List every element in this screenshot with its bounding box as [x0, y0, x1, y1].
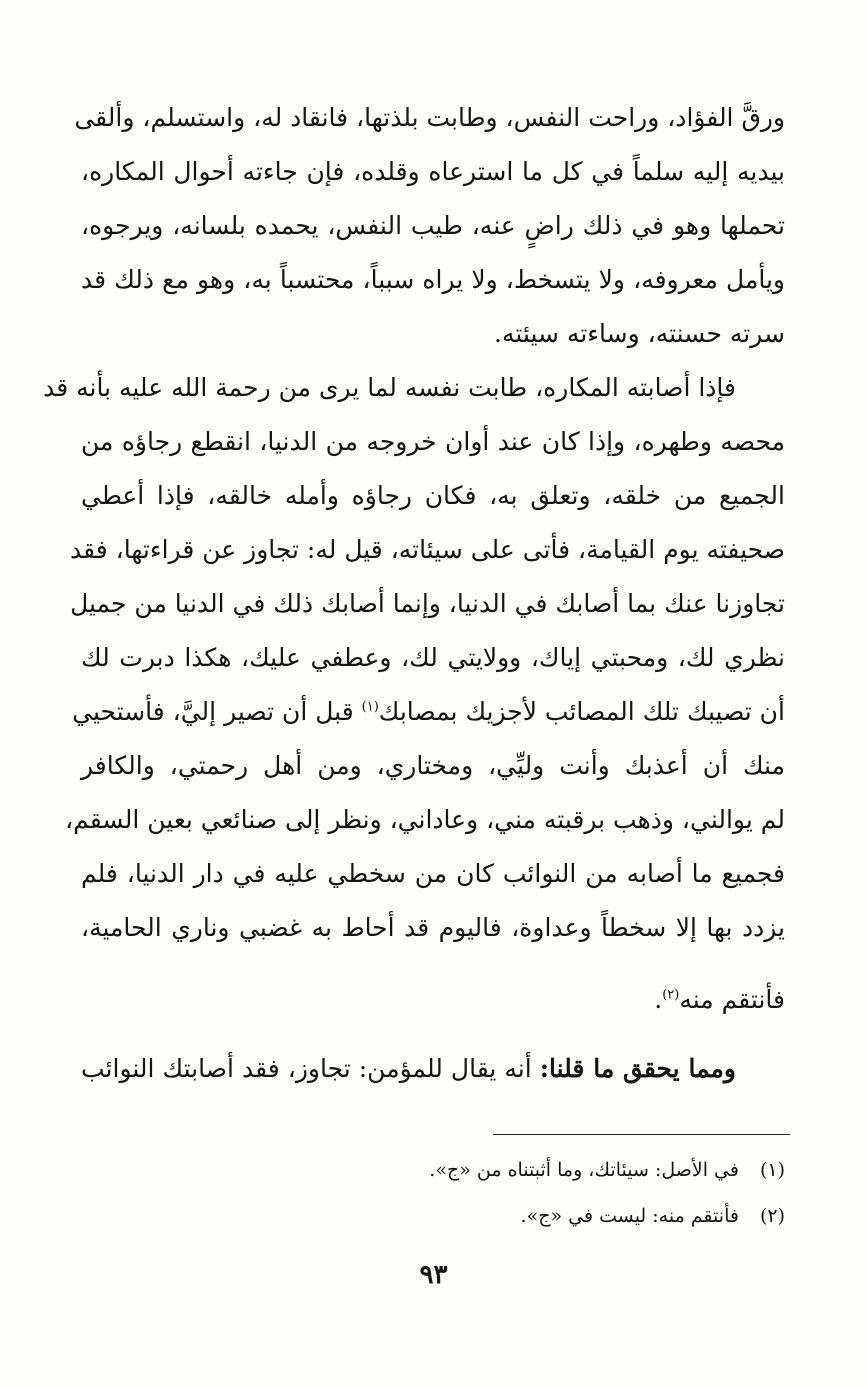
footnote — [81, 1156, 785, 1184]
bold-lead: ومما يحقق ما قلنا: — [539, 1054, 736, 1083]
footnote — [81, 1202, 785, 1230]
footnote-ref[interactable]: (٢) — [662, 987, 680, 1003]
text-line: نظري لك، ومحبتي إياك، وولايتي لك، وعطفي عليك، هكذا دبرت لك — [81, 643, 785, 672]
text-line: تحملها وهو في ذلك راضٍ عنه، طيب النفس، يحمده بلسانه، ويرجوه، — [81, 211, 785, 240]
text-line: صحيفته يوم القيامة، فأتى على سيئاته، قيل له: تجاوز عن قراءتها، فقد — [70, 535, 785, 564]
page-number: ٩٣ — [419, 1260, 448, 1290]
text-segment: فأنتقم منه — [679, 985, 785, 1014]
text-line: الجميع من خلقه، وتعلق به، فكان رجاؤه وأمله خالقه، فإذا أعطي — [81, 481, 785, 510]
footnote-text: فأنتقم منه: ليست في «ج». — [520, 1205, 739, 1227]
text-segment: قبل أن تصير إليَّ، فأستحيي — [72, 697, 362, 726]
text-line: منك أن أعذبك وأنت وليِّي، ومختاري، ومن أهل رحمتي، والكافر — [81, 751, 785, 780]
text-line: يزدد بها إلا سخطاً وعداوة، فاليوم قد أحاط به غضبي وناري الحامية، — [81, 913, 785, 942]
footnote-ref[interactable]: (١) — [361, 699, 379, 715]
footnote-number: (٢) — [759, 1205, 785, 1227]
text-line: ورقَّ الفؤاد، وراحت النفس، وطابت بلذتها، فانقاد له، واستسلم، وألقى — [74, 103, 785, 132]
text-segment: . — [654, 985, 663, 1014]
text-line: سرته حسنته، وساءته سيئته. — [494, 319, 785, 348]
footnote-number: (١) — [759, 1159, 785, 1181]
text-line: محصه وطهره، وإذا كان عند أوان خروجه من الدنيا، انقطع رجاؤه من — [81, 427, 785, 456]
footnote-rule — [493, 1134, 790, 1135]
text-line — [81, 1052, 736, 1086]
text-line: فإذا أصابته المكاره، طابت نفسه لما يرى من رحمة الله عليه بأنه قد — [43, 373, 736, 402]
text-line: لم يوالني، وذهب برقبته مني، وعاداني، ونظر إلى صنائعي بعين السقم، — [65, 805, 785, 834]
text-line — [72, 695, 785, 729]
text-segment: أنه يقال للمؤمن: تجاوز، فقد أصابتك النوائب — [81, 1054, 540, 1083]
text-line — [81, 983, 785, 1017]
text-line: فجميع ما أصابه من النوائب كان من سخطي عليه في دار الدنيا، فلم — [81, 859, 785, 888]
text-line: بيديه إليه سلماً في كل ما استرعاه وقلده، فإن جاءته أحوال المكاره، — [81, 157, 785, 186]
footnote-text: في الأصل: سيئاتك، وما أثبتناه من «ج». — [429, 1159, 739, 1181]
text-line: تجاوزنا عنك بما أصابك في الدنيا، وإنما أصابك ذلك في الدنيا من جميل — [70, 589, 785, 618]
text-line: ويأمل معروفه، ولا يتسخط، ولا يراه سبباً، محتسباً به، وهو مع ذلك قد — [81, 265, 785, 294]
text-segment: أن تصيبك تلك المصائب لأجزيك بمصابك — [378, 697, 785, 726]
